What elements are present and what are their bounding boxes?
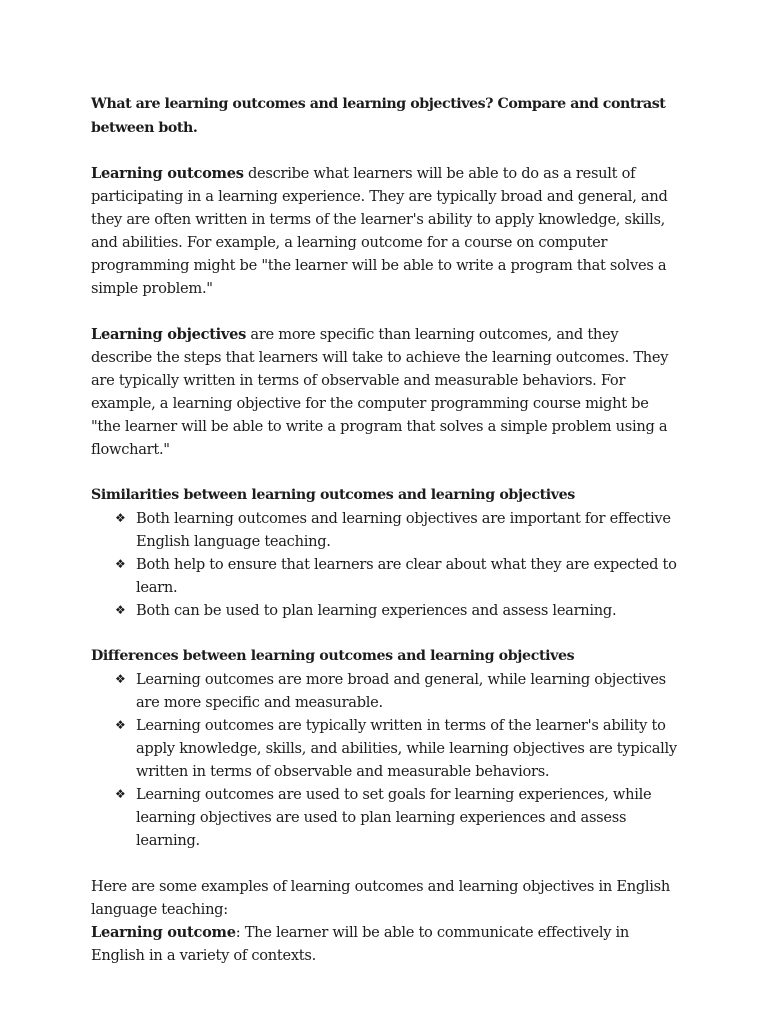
list-item [115, 668, 678, 714]
similarities-list [91, 507, 678, 622]
differences-list [91, 668, 678, 852]
diamond-bullet-icon: ❖ [115, 511, 126, 525]
example-outcome-text: : The learner will be able to communicate effectively in English in a variety of contexts. [91, 924, 630, 964]
list-item [115, 599, 678, 622]
list-item-text: Learning outcomes are typically written in terms of the learner's ability to apply knowledge, skills, and abilities, while learning objectives are typically written in terms of observable and measurable behaviors. [136, 717, 677, 780]
diamond-bullet-icon: ❖ [115, 603, 126, 617]
list-item [115, 507, 678, 553]
diamond-bullet-icon: ❖ [115, 672, 126, 686]
list-item [115, 783, 678, 852]
learning-outcomes-term: Learning outcomes [91, 165, 244, 182]
list-item-text: Both learning outcomes and learning objectives are important for effective English language teaching. [136, 510, 671, 550]
list-item-text: Learning outcomes are used to set goals for learning experiences, while learning objectives are used to plan learning experiences and assess learning. [136, 786, 652, 849]
diamond-bullet-icon: ❖ [115, 787, 126, 801]
list-item-text: Learning outcomes are more broad and general, while learning objectives are more specific and measurable. [136, 671, 666, 711]
learning-objectives-text: are more specific than learning outcomes, and they describe the steps that learners will take to achieve the learning outcomes. They are typically written in terms of observable and measurable behaviors. For example, a learning objective for the computer programming course might be "the learner will be able to write a program that solves a simple problem using a flowchart." [91, 326, 669, 458]
diamond-bullet-icon: ❖ [115, 718, 126, 732]
differences-heading: Differences between learning outcomes and learning objectives [91, 648, 575, 664]
list-item-text: Both can be used to plan learning experiences and assess learning. [136, 602, 617, 619]
document-title: What are learning outcomes and learning objectives? Compare and contrast between both. [91, 96, 666, 136]
learning-objectives-term: Learning objectives [91, 326, 247, 343]
learning-objectives-paragraph [91, 323, 678, 461]
list-item [115, 553, 678, 599]
similarities-heading: Similarities between learning outcomes and learning objectives [91, 487, 575, 503]
list-item [115, 714, 678, 783]
list-item-text: Both help to ensure that learners are clear about what they are expected to learn. [136, 556, 677, 596]
learning-outcomes-text: describe what learners will be able to do as a result of participating in a learning experience. They are typically broad and general, and they are often written in terms of the learner's ability to apply knowledge, skills, and abilities. For example, a learning outcome for a course on computer programming might be "the learner will be able to write a program that solves a simple problem." [91, 165, 668, 297]
learning-outcomes-paragraph [91, 162, 678, 300]
example-outcome-term: Learning outcome [91, 924, 236, 941]
diamond-bullet-icon: ❖ [115, 557, 126, 571]
examples-intro: Here are some examples of learning outcomes and learning objectives in English language teaching: [91, 878, 670, 918]
example-outcome-paragraph [91, 921, 678, 967]
